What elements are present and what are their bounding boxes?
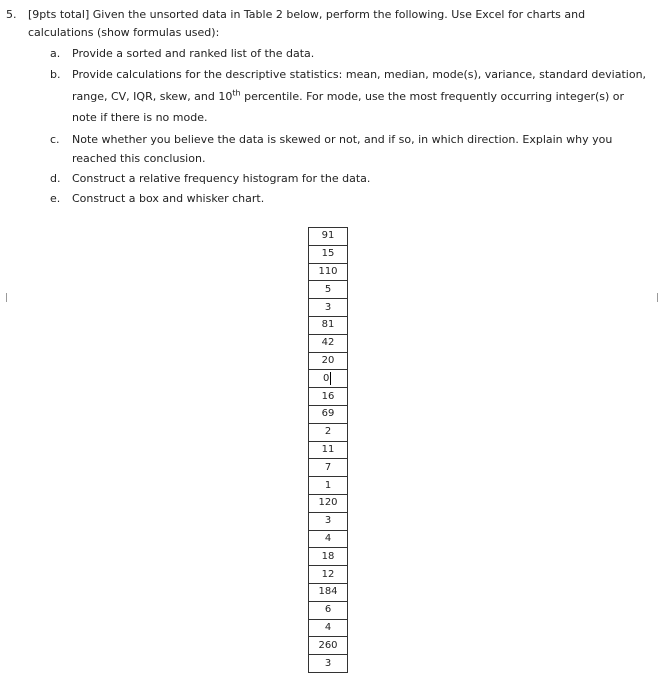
table-cell[interactable]: 3 [309,655,348,673]
table-cell[interactable]: 4 [309,619,348,637]
sub-item-e [6,189,648,208]
sub-item-list [6,43,656,208]
table-row [309,299,348,317]
table-row [309,477,348,495]
table-cell[interactable]: 120 [309,494,348,512]
table-row [309,637,348,655]
left-margin-marker [6,293,7,302]
table-cell[interactable]: 3 [309,512,348,530]
question-text: [9pts total] Given the unsorted data in Table 2 below, perform the following. Use Excel for charts and calculations (show formulas used): [28,8,586,39]
table-row [309,530,348,548]
table-row [309,405,348,423]
sub-item-a [6,43,648,64]
table-row [309,423,348,441]
table-row [309,512,348,530]
table-cell[interactable]: 260 [309,637,348,655]
sub-item-d [6,168,648,189]
table-row [309,441,348,459]
table-row [309,281,348,299]
table-cell[interactable]: 11 [309,441,348,459]
table-cell[interactable]: 110 [309,263,348,281]
table-cell[interactable]: 15 [309,245,348,263]
table-cell[interactable]: 7 [309,459,348,477]
sub-item-letter: c. [50,132,60,146]
table-row [309,619,348,637]
table-row [309,655,348,673]
sub-item-text: Provide calculations for the descriptive statistics: mean, median, mode(s), variance, standard deviation, range, CV, IQR, skew, and 10th percentile. For mode, use the most frequently occurring integer(s) or note if there is no mode. [72,68,647,124]
table-row [309,370,348,388]
superscript: th [232,87,241,97]
table-cell[interactable]: 20 [309,352,348,370]
table-row [309,388,348,406]
table-cell[interactable] [309,370,348,388]
sub-item-text: Note whether you believe the data is skewed or not, and if so, in which direction. Explain why you reached this conclusion. [72,132,613,165]
table-cell[interactable]: 3 [309,299,348,317]
table-cell-text: 0 [309,371,329,387]
table-cell[interactable]: 4 [309,530,348,548]
table-row [309,601,348,619]
table-row [309,316,348,334]
sub-item-letter: a. [50,47,61,60]
table-row [309,494,348,512]
sub-item-c [6,130,648,168]
data-table [308,227,348,673]
table-cell[interactable]: 42 [309,334,348,352]
table-cell[interactable]: 69 [309,405,348,423]
table-row [309,548,348,566]
sub-item-text: Construct a box and whisker chart. [72,191,265,205]
question-number: 5. [6,8,17,21]
right-margin-marker [657,293,658,302]
table-row [309,566,348,584]
table-cell[interactable]: 2 [309,423,348,441]
table-row [309,228,348,246]
table-cell[interactable]: 91 [309,228,348,246]
table-row [309,334,348,352]
table-cell[interactable]: 18 [309,548,348,566]
sub-item-text: Construct a relative frequency histogram for the data. [72,171,371,185]
table-cell[interactable]: 6 [309,601,348,619]
table-cell[interactable]: 184 [309,583,348,601]
sub-item-letter: e. [50,191,61,205]
sub-item-letter: b. [50,68,61,81]
table-cell[interactable]: 12 [309,566,348,584]
table-cell[interactable]: 16 [309,388,348,406]
table-row [309,352,348,370]
table-row [309,263,348,281]
sub-item-text: Provide a sorted and ranked list of the data. [72,47,315,60]
table-row [309,245,348,263]
table-cell[interactable]: 81 [309,316,348,334]
sub-item-letter: d. [50,171,61,185]
sub-item-b [6,64,648,129]
table-cell[interactable]: 1 [309,477,348,495]
table-row [309,459,348,477]
table-row [309,583,348,601]
table-cell[interactable]: 5 [309,281,348,299]
